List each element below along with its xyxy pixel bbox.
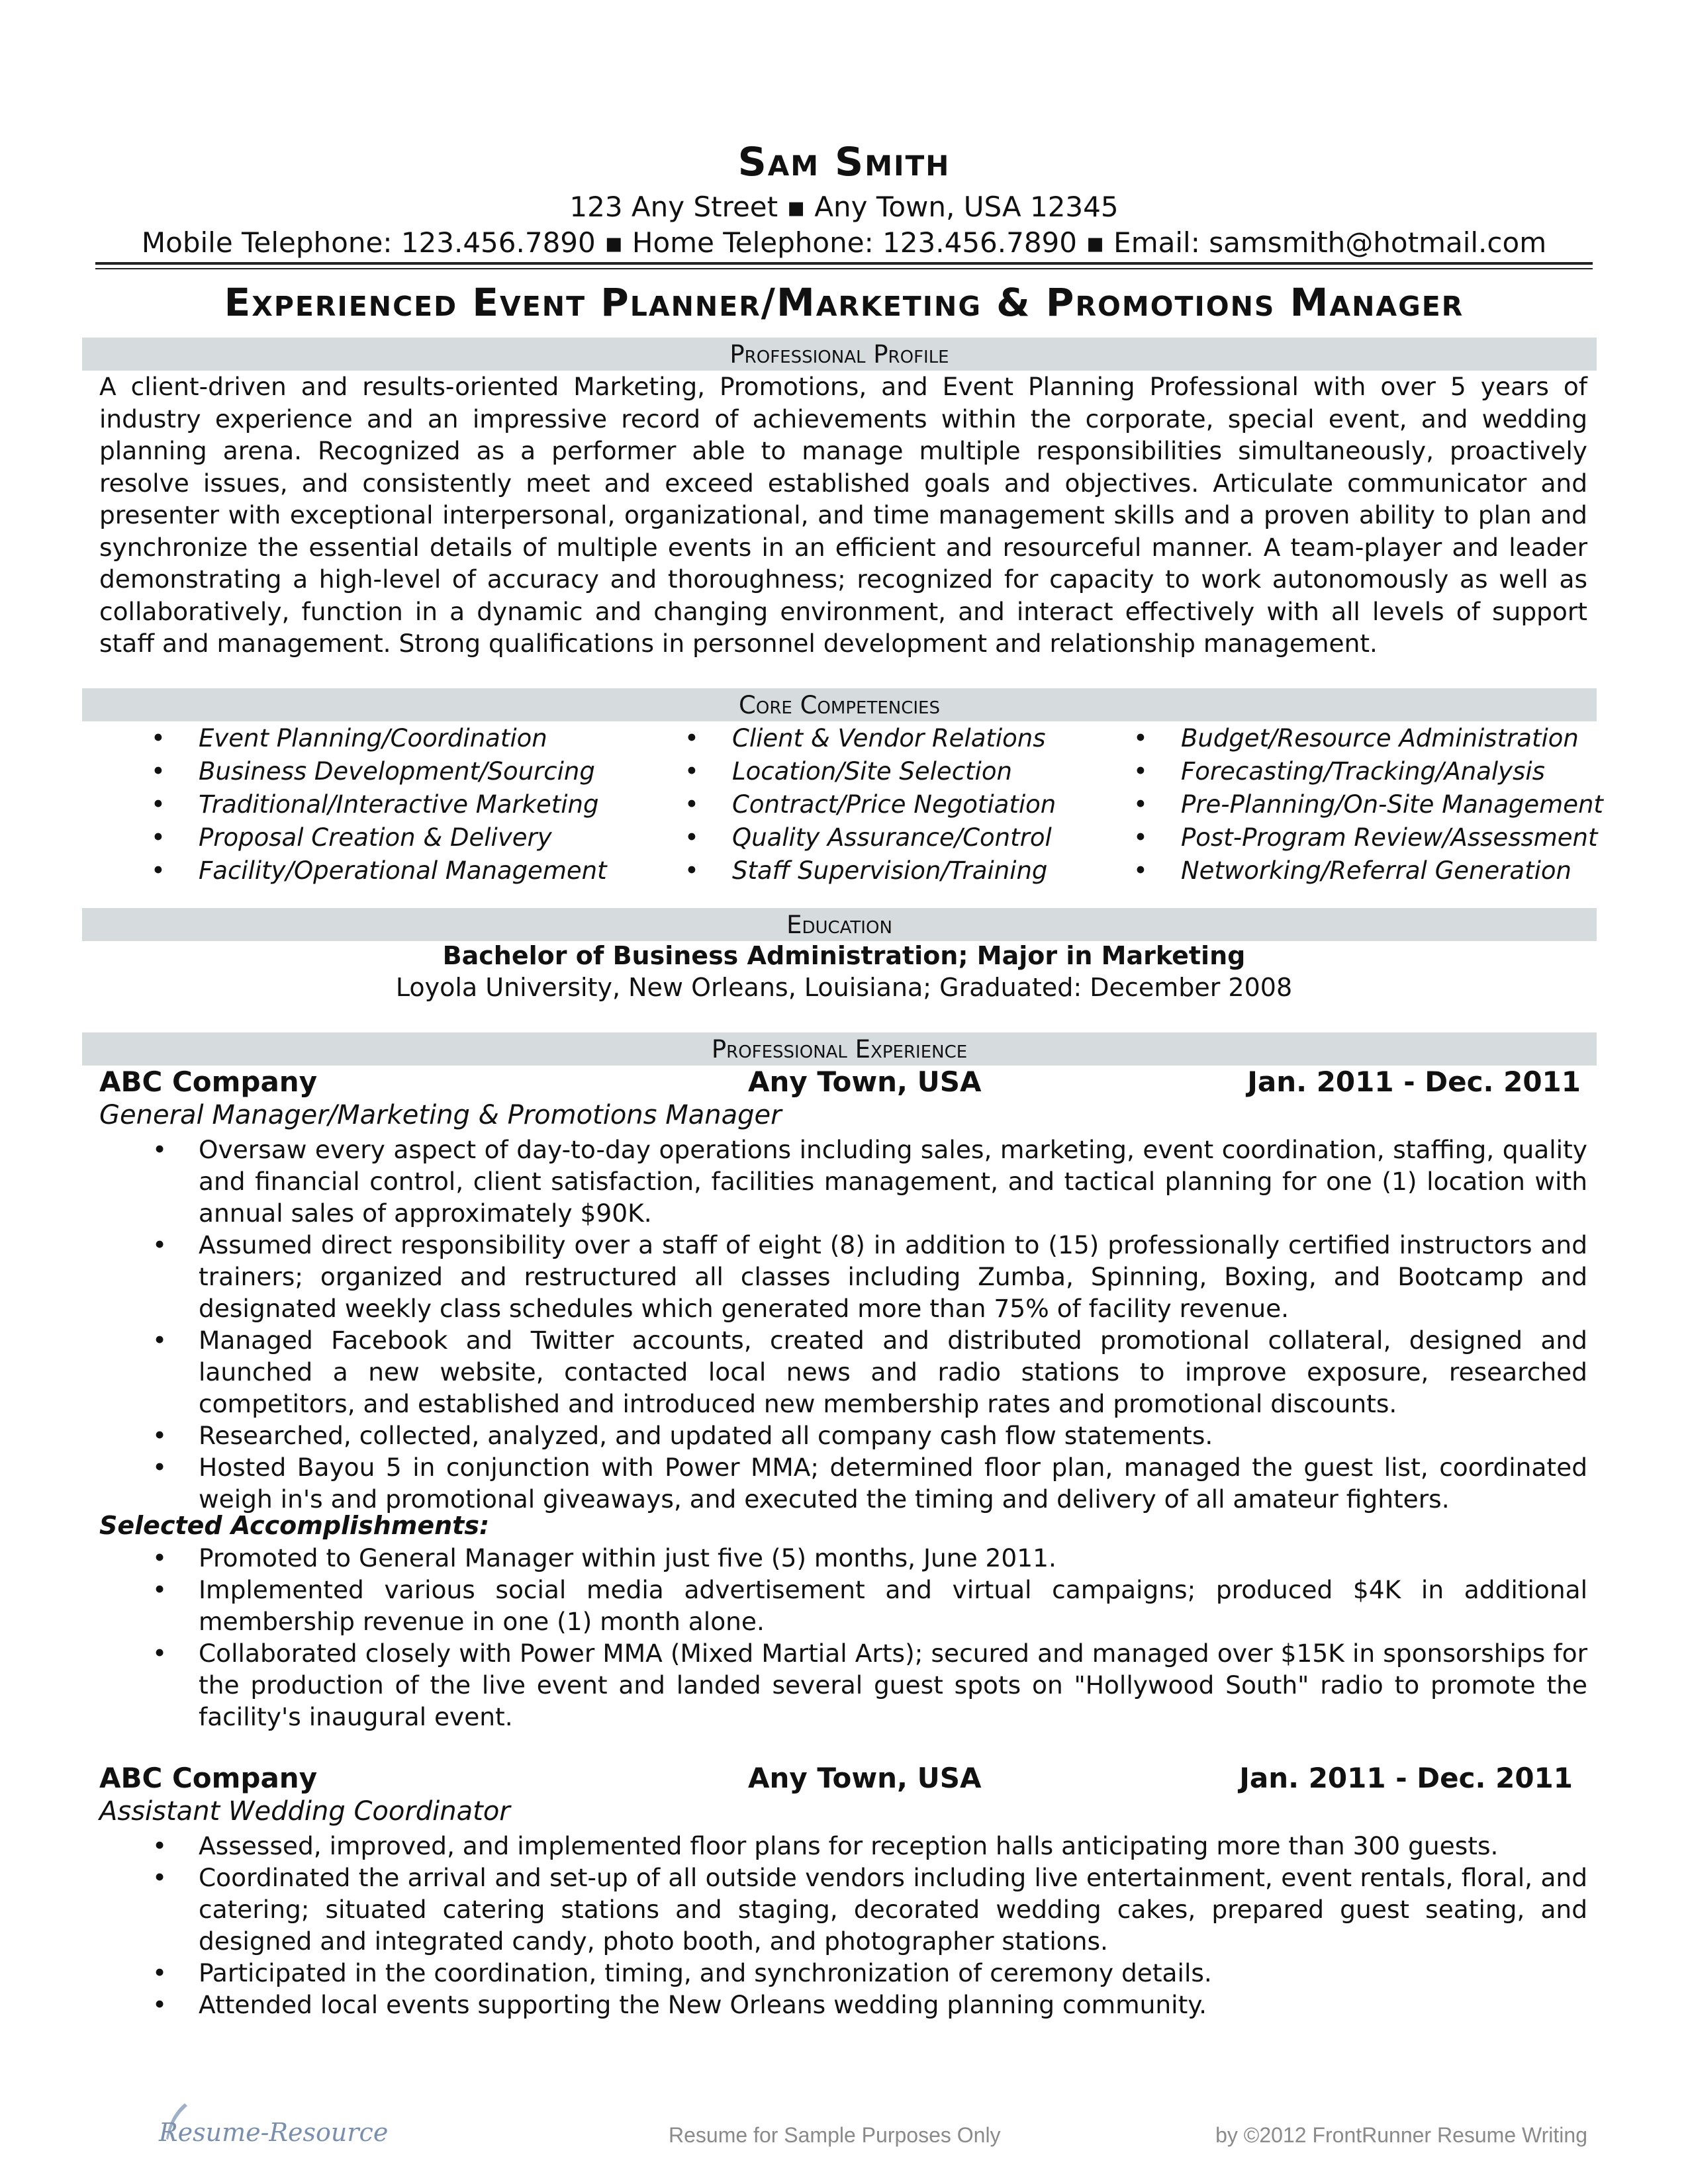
job-bullet-list: [99, 1830, 1587, 2021]
bullet-icon: •: [684, 823, 699, 852]
list-item-text: Attended local events supporting the New Orleans wedding planning community.: [199, 1990, 1207, 2019]
competency-label: Facility/Operational Management: [199, 856, 607, 885]
bullet-icon: •: [151, 823, 165, 852]
list-item-text: Assumed direct responsibility over a staff of eight (8) in addition to (15) professionally certified instructors and trainers; organized and restructured all classes including Zumba, Spinning, Boxing, and Bootcamp and designated weekly class schedules which generated more than 75% of facility revenue.: [199, 1230, 1587, 1323]
competency-label: Budget/Resource Administration: [1181, 724, 1579, 752]
section-header-experience: Professional Experience: [82, 1032, 1597, 1066]
bullet-icon: •: [151, 790, 165, 819]
list-item-text: Collaborated closely with Power MMA (Mixed Martial Arts); secured and managed over $15K in sponsorships for the production of the live event and landed several guest spots on "Hollywood South" radio to promote the facility's inaugural event.: [199, 1639, 1587, 1731]
resume-resource-logo: Resume-Resource: [159, 2118, 389, 2147]
competency-label: Proposal Creation & Delivery: [199, 823, 552, 852]
job-header: [99, 1762, 1587, 1796]
profile-summary: A client-driven and results-oriented Marketing, Promotions, and Event Planning Professional with over 5 years of industry experience and an impressive record of achievements within the corporate, special event, and wedding planning arena. Recognized as a performer able to manage multiple responsibilities simultaneously, proactively resolve issues, and consistently meet and exceed established goals and objectives. Articulate communicator and presenter with exceptional interpersonal, organizational, and time management skills and a proven ability to plan and synchronize the essential details of multiple events in an efficient and resourceful manner. A team-player and leader demonstrating a high-level of accuracy and thoroughness; recognized for capacity to work autonomously as well as collaboratively, function in a dynamic and changing environment, and interact effectively with all levels of support staff and management. Strong qualifications in personnel development and relationship management.: [99, 372, 1587, 658]
bullet-icon: •: [684, 724, 699, 752]
list-item: [99, 1830, 1587, 1862]
list-item: [99, 1989, 1587, 2021]
bullet-icon: •: [151, 757, 165, 786]
job-bullet-list: [99, 1134, 1587, 1515]
competency-label: Location/Site Selection: [732, 757, 1012, 786]
resume-headline: Experienced Event Planner/Marketing & Promotions Manager: [224, 280, 1464, 325]
bullet-icon: •: [152, 1990, 167, 2019]
job-dates: Jan. 2011 - Dec. 2011: [1239, 1762, 1573, 1794]
bullet-icon: •: [152, 1575, 167, 1604]
list-item-text: Promoted to General Manager within just five (5) months, June 2011.: [199, 1543, 1056, 1572]
list-item-text: Researched, collected, analyzed, and updated all company cash flow statements.: [199, 1421, 1213, 1450]
list-item-text: Participated in the coordination, timing, and synchronization of ceremony details.: [199, 1958, 1212, 1987]
bullet-icon: •: [151, 724, 165, 752]
accomplishments-label: Selected Accomplishments:: [99, 1511, 490, 1540]
list-item: [99, 1134, 1587, 1229]
contact-line: Mobile Telephone: 123.456.7890 ▪ Home Telephone: 123.456.7890 ▪ Email: samsmith@hotmail.com: [141, 226, 1547, 259]
bullet-icon: •: [151, 856, 165, 885]
job-company: ABC Company: [99, 1066, 318, 1098]
list-item: [99, 1957, 1587, 1989]
section-header-profile: Professional Profile: [82, 338, 1597, 371]
job-title: General Manager/Marketing & Promotions Manager: [99, 1100, 782, 1130]
bullet-icon: •: [152, 1958, 167, 1987]
bullet-icon: •: [1133, 856, 1148, 885]
list-item-text: Implemented various social media advertisement and virtual campaigns; produced $4K in additional membership revenue in one (1) month alone.: [199, 1575, 1587, 1636]
bullet-icon: •: [152, 1230, 167, 1259]
candidate-name: Sam Smith: [737, 139, 951, 185]
list-item: [99, 1324, 1587, 1420]
list-item-text: Oversaw every aspect of day-to-day operations including sales, marketing, event coordination, staffing, quality and financial control, client satisfaction, facilities management, and tactical planning for one (1) location with annual sales of approximately $90K.: [199, 1135, 1587, 1228]
list-item: [99, 1542, 1587, 1574]
competency-label: Business Development/Sourcing: [199, 757, 595, 786]
list-item-text: Assessed, improved, and implemented floor plans for reception halls anticipating more than 300 guests.: [199, 1831, 1499, 1860]
competency-label: Event Planning/Coordination: [199, 724, 547, 752]
list-item-text: Coordinated the arrival and set-up of all outside vendors including live entertainment, event rentals, floral, and catering; situated catering stations and staging, decorated wedding cakes, prepared guest seating, and designed and integrated candy, photo booth, and photographer stations.: [199, 1863, 1587, 1956]
education-degree: Bachelor of Business Administration; Major in Marketing: [442, 941, 1246, 970]
competency-label: Networking/Referral Generation: [1181, 856, 1571, 885]
bullet-icon: •: [152, 1421, 167, 1450]
competency-label: Quality Assurance/Control: [732, 823, 1052, 852]
bullet-icon: •: [152, 1543, 167, 1572]
job-dates: Jan. 2011 - Dec. 2011: [1247, 1066, 1581, 1098]
bullet-icon: •: [152, 1639, 167, 1668]
footer-disclaimer: Resume for Sample Purposes Only: [669, 2123, 1001, 2147]
job-company: ABC Company: [99, 1762, 318, 1794]
bullet-icon: •: [1133, 790, 1148, 819]
list-item-text: Hosted Bayou 5 in conjunction with Power MMA; determined floor plan, managed the guest list, coordinated weigh in's and promotional giveaways, and executed the timing and delivery of all amateur fighters.: [199, 1453, 1587, 1514]
competency-label: Pre-Planning/On-Site Management: [1181, 790, 1603, 819]
bullet-icon: •: [1133, 823, 1148, 852]
section-header-competencies: Core Competencies: [82, 688, 1597, 721]
bullet-icon: •: [152, 1326, 167, 1355]
competency-label: Post-Program Review/Assessment: [1181, 823, 1598, 852]
list-item: [99, 1862, 1587, 1957]
competency-label: Traditional/Interactive Marketing: [199, 790, 599, 819]
competency-label: Client & Vendor Relations: [732, 724, 1046, 752]
bullet-icon: •: [152, 1453, 167, 1482]
job-location: Any Town, USA: [748, 1762, 982, 1794]
section-header-education: Education: [82, 908, 1597, 941]
list-item: [99, 1229, 1587, 1324]
list-item: [99, 1420, 1587, 1451]
job-title: Assistant Wedding Coordinator: [99, 1796, 510, 1827]
bullet-icon: •: [152, 1863, 167, 1892]
competency-label: Staff Supervision/Training: [732, 856, 1048, 885]
header-divider-thick: [95, 262, 1593, 265]
education-school: Loyola University, New Orleans, Louisiana; Graduated: December 2008: [395, 973, 1293, 1002]
accomplishment-list: [99, 1542, 1587, 1733]
bullet-icon: •: [684, 757, 699, 786]
competency-label: Contract/Price Negotiation: [732, 790, 1056, 819]
bullet-icon: •: [684, 790, 699, 819]
header-divider-thin: [95, 268, 1593, 269]
competency-label: Forecasting/Tracking/Analysis: [1181, 757, 1545, 786]
list-item: [99, 1451, 1587, 1515]
list-item: [99, 1637, 1587, 1733]
list-item: [99, 1574, 1587, 1637]
job-location: Any Town, USA: [748, 1066, 982, 1098]
job-header: [99, 1066, 1587, 1100]
bullet-icon: •: [152, 1135, 167, 1164]
list-item-text: Managed Facebook and Twitter accounts, created and distributed promotional collateral, designed and launched a new website, contacted local news and radio stations to improve exposure, researched competitors, and established and introduced new membership rates and promotional discounts.: [199, 1326, 1587, 1418]
bullet-icon: •: [684, 856, 699, 885]
bullet-icon: •: [1133, 724, 1148, 752]
bullet-icon: •: [1133, 757, 1148, 786]
address-line: 123 Any Street ▪ Any Town, USA 12345: [569, 191, 1119, 223]
bullet-icon: •: [152, 1831, 167, 1860]
footer-copyright: by ©2012 FrontRunner Resume Writing: [1215, 2123, 1587, 2147]
